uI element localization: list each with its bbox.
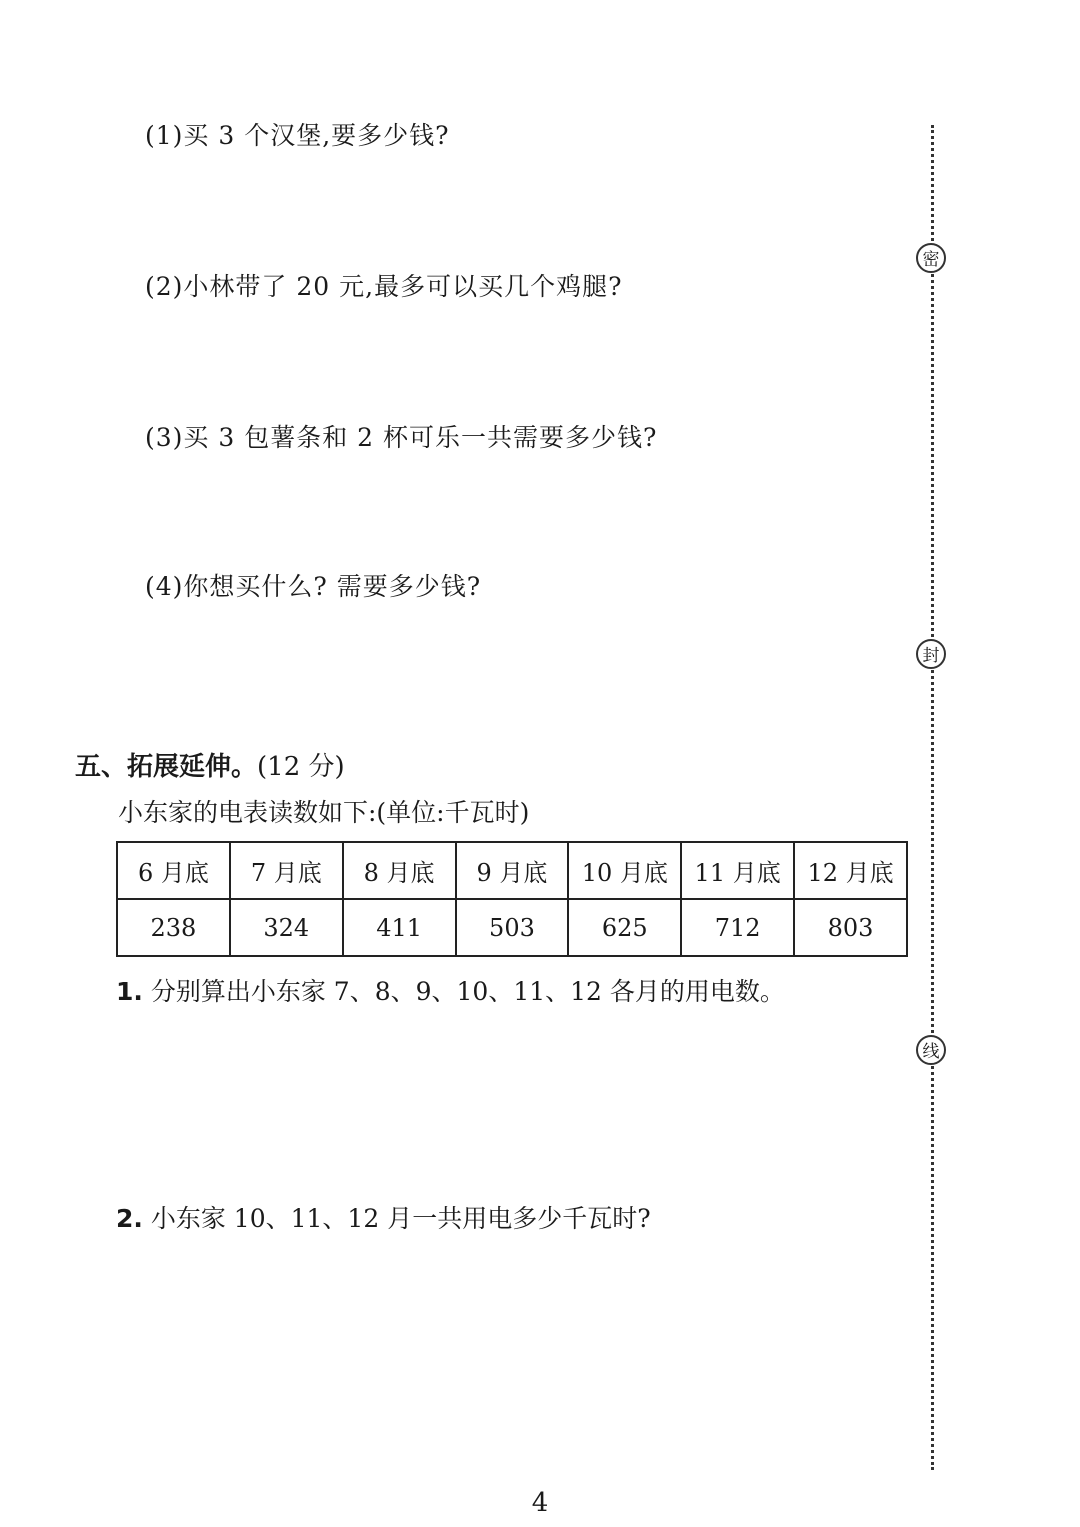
- table-value-cell: 803: [794, 899, 907, 956]
- table-header-cell: 10 月底: [568, 842, 681, 899]
- question-2: (2)小林带了 20 元,最多可以买几个鸡腿?: [145, 272, 623, 301]
- section-intro: 小东家的电表读数如下:(单位:千瓦时): [118, 798, 530, 827]
- table-header-cell: 8 月底: [343, 842, 456, 899]
- table-header-cell: 12 月底: [794, 842, 907, 899]
- table-value-cell: 625: [568, 899, 681, 956]
- section-title: 五、拓展延伸。: [75, 752, 258, 782]
- seal-xian: 线: [916, 1035, 946, 1065]
- task-text: 分别算出小东家 7、8、9、10、11、12 各月的用电数。: [150, 977, 785, 1006]
- question-3: (3)买 3 包薯条和 2 杯可乐一共需要多少钱?: [145, 423, 658, 452]
- task-number: 1.: [116, 977, 143, 1006]
- question-1: (1)买 3 个汉堡,要多少钱?: [145, 121, 450, 150]
- seal-feng: 封: [916, 639, 946, 669]
- table-header-cell: 11 月底: [681, 842, 794, 899]
- question-4: (4)你想买什么? 需要多少钱?: [145, 572, 482, 601]
- task-2: [116, 1199, 651, 1235]
- table-header-cell: 6 月底: [117, 842, 230, 899]
- table-header-cell: 7 月底: [230, 842, 343, 899]
- task-text: 小东家 10、11、12 月一共用电多少千瓦时?: [150, 1204, 651, 1233]
- table-header-cell: 9 月底: [456, 842, 569, 899]
- task-number: 2.: [116, 1204, 143, 1233]
- table-value-cell: 324: [230, 899, 343, 956]
- page-number: 4: [531, 1488, 549, 1518]
- table-value-cell: 503: [456, 899, 569, 956]
- table-value-cell: 238: [117, 899, 230, 956]
- binding-dotted-line: [931, 125, 934, 1470]
- meter-reading-table: [116, 841, 908, 957]
- table-value-cell: 712: [681, 899, 794, 956]
- seal-mi: 密: [916, 243, 946, 273]
- table-value-row: [117, 899, 907, 956]
- table-header-row: [117, 842, 907, 899]
- table-value-cell: 411: [343, 899, 456, 956]
- section-heading: [75, 746, 345, 783]
- section-score: (12 分): [257, 752, 345, 782]
- task-1: [116, 972, 785, 1008]
